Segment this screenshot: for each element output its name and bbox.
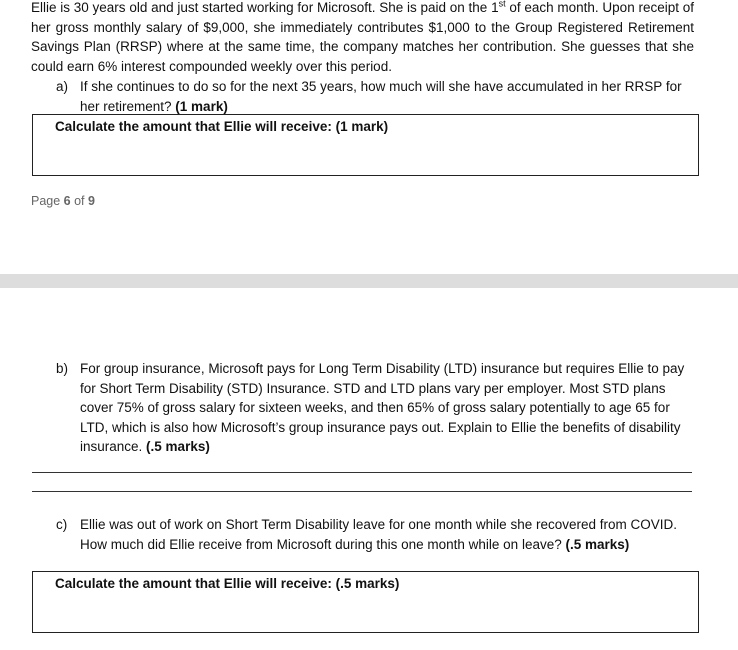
question-a-body: If she continues to do so for the next 35 years, how much will she have accumulated in her RRSP for her retirement? bbox=[80, 79, 682, 114]
answer-line-b-2[interactable] bbox=[32, 491, 692, 492]
page-break-divider bbox=[0, 274, 738, 288]
question-a-text bbox=[80, 77, 696, 116]
page-number-prefix: Page bbox=[31, 194, 64, 208]
question-c-marks: (.5 marks) bbox=[565, 536, 630, 552]
question-b-text bbox=[80, 359, 696, 457]
question-b-letter: b) bbox=[56, 361, 69, 376]
page-number-total: 9 bbox=[88, 194, 95, 208]
question-a-letter: a) bbox=[56, 79, 69, 94]
question-a-marks: (1 mark) bbox=[175, 98, 228, 114]
question-a bbox=[56, 77, 696, 116]
question-c-letter: c) bbox=[56, 517, 68, 532]
question-b-body: For group insurance, Microsoft pays for Long Term Disability (LTD) insurance but requires Ellie to pay for Short Term Disability (STD) Insurance. STD and LTD plans vary per employer. Most STD plans cover 75% of gross salary for sixteen weeks, and then 65% of gross salary potentially to age 65 for LTD, which is also how Microsoft’s group insurance pays out. Explain to Ellie the benefits of disability insurance. bbox=[80, 361, 685, 454]
intro-paragraph bbox=[31, 0, 694, 76]
answer-box-c[interactable] bbox=[32, 571, 699, 633]
intro-text-part2: of each month. Upon receipt of her gross monthly salary of $9,000, she immediately contributes $1,000 to the Group Registered Retirement Savings Plan (RRSP) where at the same time, the company matches her contribution. She guesses that she could earn 6% interest compounded weekly over this period. bbox=[31, 0, 694, 74]
page-number-of: of bbox=[70, 194, 88, 208]
question-c-text bbox=[80, 515, 696, 554]
question-b bbox=[56, 359, 696, 457]
answer-line-b-1[interactable] bbox=[32, 472, 692, 473]
page-number-current: 6 bbox=[63, 194, 71, 208]
question-b-marks: (.5 marks) bbox=[146, 439, 210, 454]
answer-box-c-prompt: Calculate the amount that Ellie will receive: (.5 marks) bbox=[55, 576, 400, 591]
intro-text-part1: Ellie is 30 years old and just started working for Microsoft. She is paid on the 1 bbox=[31, 0, 499, 15]
answer-box-a-prompt: Calculate the amount that Ellie will receive: (1 mark) bbox=[55, 119, 389, 134]
intro-superscript: st bbox=[498, 0, 506, 9]
question-c bbox=[56, 515, 696, 554]
answer-box-a[interactable] bbox=[32, 114, 699, 176]
page-number bbox=[31, 192, 95, 212]
question-c-body: Ellie was out of work on Short Term Disability leave for one month while she recovered from COVID. How much did Ellie receive from Microsoft during this one month while on leave? bbox=[80, 517, 677, 552]
